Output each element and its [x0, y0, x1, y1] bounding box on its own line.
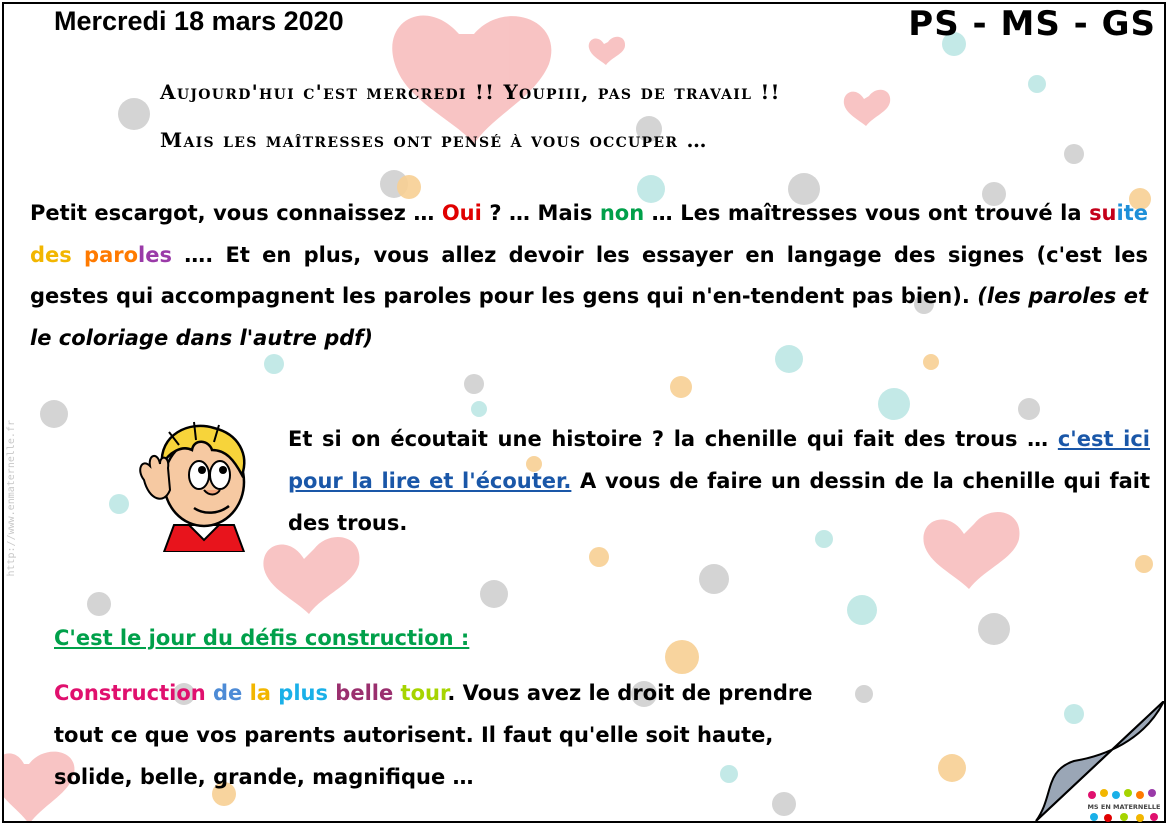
intro-line-1: Aujourd'hui c'est mercredi !! Youpiii, pas de travail !! [160, 80, 781, 104]
dot [40, 400, 68, 428]
defi-word-10: tour [400, 681, 448, 705]
cartoon-boy-illustration [134, 420, 252, 552]
dot [109, 494, 129, 514]
defi-word-6: plus [278, 681, 328, 705]
dot [480, 580, 508, 608]
story-text-1: Et si on écoutait une histoire ? la chenille qui fait des trous … [288, 427, 1058, 451]
escargot-paragraph [30, 193, 1148, 359]
dot [699, 564, 729, 594]
suite-word-0: su [1089, 201, 1117, 225]
dot [589, 547, 609, 567]
intro-line-2: Mais les maîtresses ont pensé à vous occuper … [160, 128, 708, 152]
ms-en-maternelle-logo [1084, 787, 1164, 823]
colored-words-tour [54, 681, 447, 705]
suite-word-5: paro [84, 242, 139, 267]
escargot-note: (les paroles et le coloriage dans l'autre pdf) [30, 284, 1148, 350]
dot [1064, 144, 1084, 164]
defi-word-2: de [213, 681, 243, 705]
heart-shape [263, 537, 359, 614]
escargot-text-3: … Les maîtresses vous ont trouvé la [644, 201, 1090, 225]
word-oui: Oui [441, 201, 482, 225]
dot [847, 595, 877, 625]
escargot-text-1: Petit escargot, vous connaissez … [30, 201, 442, 225]
suite-word-6: les [138, 242, 172, 267]
defi-word-4: la [249, 681, 271, 705]
dot [670, 376, 692, 398]
defi-word-3 [242, 681, 249, 705]
dot [1028, 75, 1046, 93]
logo-text: MS EN MATERNELLE [1087, 803, 1161, 811]
watermark-url: http://www.enmaternelle.fr [6, 420, 17, 577]
date-heading: Mercredi 18 mars 2020 [54, 6, 344, 36]
suite-word-1: ite [1116, 201, 1148, 225]
defi-paragraph [54, 672, 954, 798]
class-levels: PS - MS - GS [908, 4, 1156, 44]
defi-line-3: solide, belle, grande, magnifique … [54, 765, 474, 789]
escargot-text-4: …. Et en plus, vous allez devoir les essayer en langage des signes (c'est les gestes qui accompagnent les paroles pour les gens qui n'en-tendent pas bien). [30, 242, 1148, 308]
defi-word-1 [206, 681, 213, 705]
dot [665, 640, 699, 674]
dot [87, 592, 111, 616]
defi-heading: C'est le jour du défis construction : [54, 626, 470, 650]
dot [1135, 555, 1153, 573]
heart-shape [844, 90, 890, 126]
story-text-2: A vous de faire un dessin de la chenille qui fait des trous. [288, 469, 1150, 535]
story-link[interactable]: c'est ici pour la lire et l'écouter. [288, 427, 1150, 493]
escargot-text-2: ? … Mais [481, 201, 600, 225]
story-paragraph [288, 418, 1150, 544]
defi-line-1-rest: . Vous avez le droit de prendre [447, 681, 813, 705]
defi-word-0: Construction [54, 681, 206, 705]
defi-word-8: belle [335, 681, 394, 705]
dot [118, 98, 150, 130]
dot [1018, 398, 1040, 420]
suite-word-3: des [30, 242, 72, 267]
dot [464, 374, 484, 394]
dot [878, 388, 910, 420]
defi-line-2: tout ce que vos parents autorisent. Il faut qu'elle soit haute, [54, 723, 774, 747]
suite-word-4 [72, 243, 84, 267]
word-non: non [599, 201, 645, 225]
dot [978, 613, 1010, 645]
dot [471, 401, 487, 417]
defi-line-1 [54, 672, 954, 714]
defi-word-9 [393, 681, 400, 705]
heart-shape [589, 37, 625, 65]
